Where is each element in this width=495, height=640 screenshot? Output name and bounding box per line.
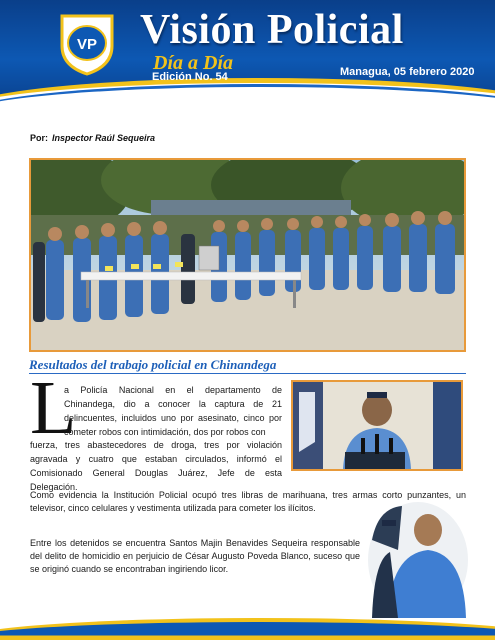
byline-prefix: Por: — [30, 133, 48, 143]
commissioner-photo — [291, 380, 463, 471]
byline-author: Inspector Raúl Sequeira — [52, 133, 156, 143]
vp-logo — [58, 12, 116, 76]
publication-title: Visión Policial — [140, 7, 404, 53]
article-title-rule — [29, 373, 466, 374]
detainee-photo — [368, 500, 468, 618]
article-lead-continued: fuerza, tres abastecedores de droga, tres por violación agravada y cuatro que estaban circulados, informó el Comisionado General Douglas Juárez, Jefe de esta Delegación. — [30, 440, 282, 493]
drop-cap: L — [30, 366, 77, 450]
article-title: Resultados del trabajo policial en Chinandega — [29, 357, 277, 372]
article-paragraph-1: Como evidencia la Institución Policial ocupó tres libras de marihuana, tres armas corto punzantes, un televisor, cinco celulares y vestimenta utilizada para cometer los ilícitos. — [30, 490, 466, 514]
byline — [30, 133, 155, 143]
press-conference-image — [293, 382, 461, 469]
masthead — [0, 0, 495, 108]
article-lead: a Policía Nacional en el departamento de Chinandega, dio a conocer la captura de 21 delincuentes, incluidos uno por asesinato, cinco por cometer robos con intimidación, dos por robos con — [64, 385, 282, 438]
footer-band — [0, 616, 495, 640]
detainees-lineup-image — [31, 160, 464, 350]
logo-text: VP — [76, 36, 98, 53]
main-photo — [29, 158, 466, 352]
detainee-portrait-image — [368, 500, 468, 618]
dateline: Managua, 05 febrero 2020 — [340, 66, 475, 78]
article-paragraph-2: Entre los detenidos se encuentra Santos Majin Benavides Sequeira responsable del delito de homicidio en perjuicio de César Augusto Poveda Blanco, suceso que se originó cuando se encontraban ingiriendo licor. — [30, 538, 360, 575]
footer-swoosh — [0, 618, 495, 640]
edition-number: Edición No. 54 — [152, 71, 228, 83]
publication-subtitle: Día a Día — [153, 52, 233, 74]
